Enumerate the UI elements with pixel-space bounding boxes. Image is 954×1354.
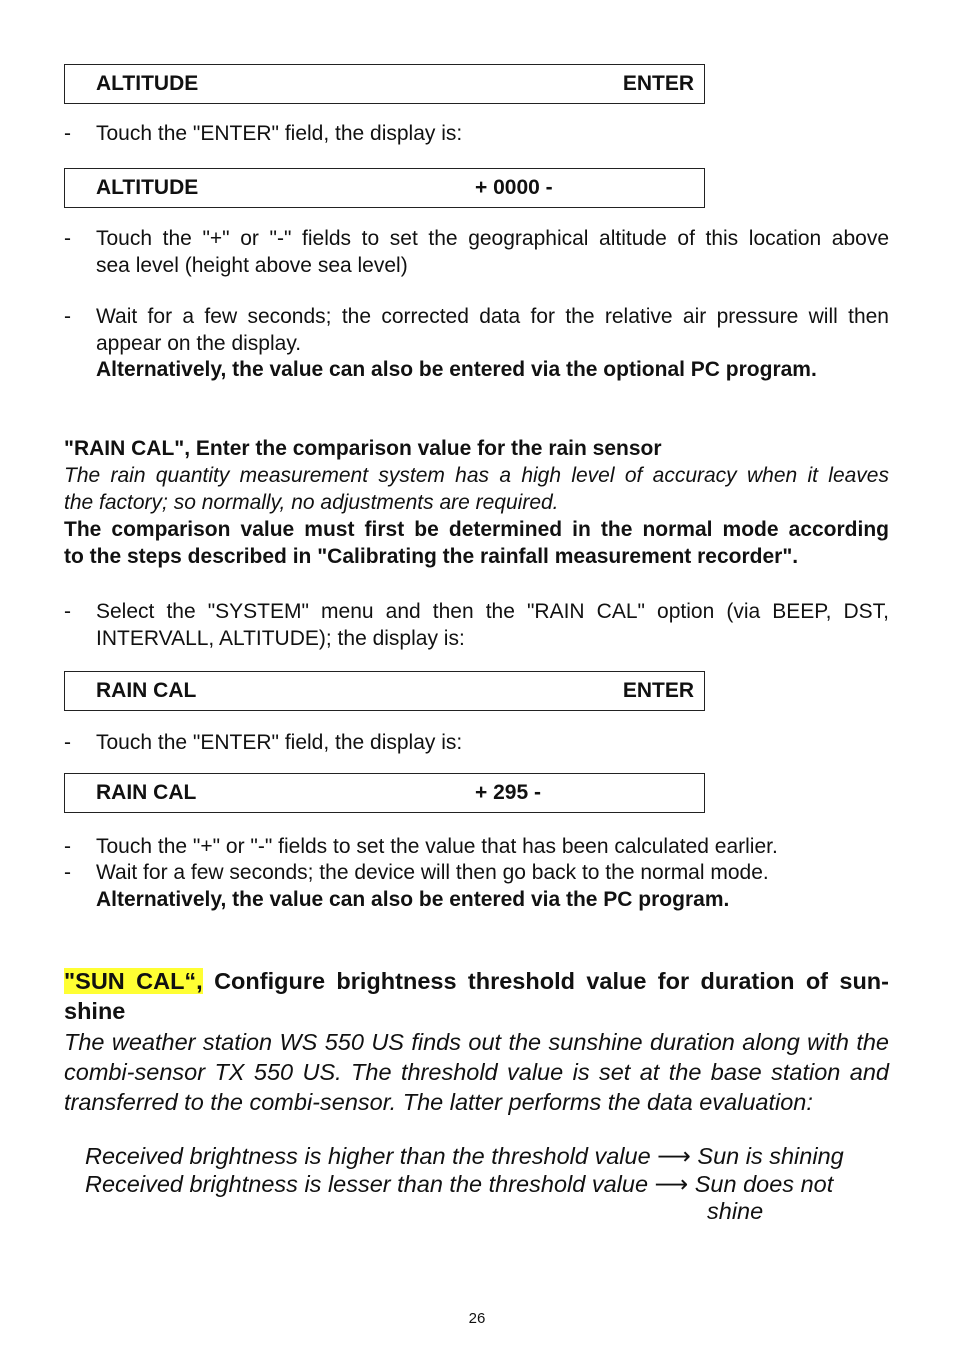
display-label: ALTITUDE bbox=[96, 72, 199, 95]
step-select-system: Select the "SYSTEM" menu and then the "RAIN CAL" option (via BEEP, DST, INTERVALL, ALTITUDE); the display is: bbox=[96, 600, 889, 650]
step-set-value: Touch the "+" or "-" fields to set the value that has been calculated earlier. bbox=[96, 835, 778, 858]
page-number: 26 bbox=[468, 1310, 486, 1327]
note-pc-program: Alternatively, the value can also be entered via the PC program. bbox=[96, 887, 730, 911]
note-pc-program: Alternatively, the value can also be entered via the optional PC program. bbox=[96, 358, 817, 381]
list-bullet: - bbox=[64, 600, 71, 623]
sun-cal-heading: "SUN CAL“, Configure brightness threshold value for duration of sun- shine bbox=[64, 968, 889, 1024]
step-wait-pressure: Wait for a few seconds; the corrected data for the relative air pressure will then appear on the display. Alternatively, the value can also be entered via the optional PC program. bbox=[96, 304, 889, 384]
list-bullet: - bbox=[64, 861, 71, 884]
rain-cal-heading: "RAIN CAL", Enter the comparison value for the rain sensor bbox=[64, 437, 662, 460]
display-box-altitude-value bbox=[64, 168, 705, 208]
display-value: ENTER bbox=[622, 679, 694, 702]
sun-cal-highlight: "SUN CAL“, bbox=[64, 968, 203, 994]
list-bullet: - bbox=[64, 227, 71, 250]
rain-cal-bold-line1: The comparison value must first be determined in the normal mode according bbox=[64, 518, 889, 541]
list-bullet: - bbox=[64, 835, 71, 858]
list-bullet: - bbox=[64, 731, 71, 754]
display-box-altitude-enter bbox=[64, 64, 705, 104]
sun-rule-lesser-cont: shine bbox=[707, 1198, 764, 1224]
sun-cal-intro: The weather station WS 550 US finds out the sunshine duration along with the combi-sensor TX 550 US. The threshold value is set at the base station and transferred to the combi-sensor. The latter performs the data evaluation: bbox=[64, 1029, 889, 1115]
list-bullet: - bbox=[64, 122, 71, 145]
step-touch-enter-rain: Touch the "ENTER" field, the display is: bbox=[96, 731, 463, 754]
display-label: RAIN CAL bbox=[96, 679, 197, 702]
display-box-rain-enter bbox=[64, 671, 705, 711]
display-label: ALTITUDE bbox=[96, 176, 199, 199]
display-label: RAIN CAL bbox=[96, 781, 197, 804]
step-touch-enter: Touch the "ENTER" field, the display is: bbox=[96, 122, 463, 145]
sun-rule-lesser: Received brightness is lesser than the threshold value ⟶ Sun does not bbox=[85, 1171, 834, 1197]
rain-cal-intro-line2: the factory; so normally, no adjustments are required. bbox=[64, 491, 559, 514]
display-value: + 0000 - bbox=[475, 176, 553, 199]
display-value: ENTER bbox=[622, 72, 694, 95]
display-value: + 295 - bbox=[475, 781, 541, 804]
list-bullet: - bbox=[64, 305, 71, 328]
step-set-altitude: Touch the "+" or "-" fields to set the geographical altitude of this location above sea level (height above sea level) bbox=[96, 227, 889, 277]
sun-rule-higher: Received brightness is higher than the threshold value ⟶ Sun is shining bbox=[85, 1143, 844, 1169]
display-box-rain-value bbox=[64, 773, 705, 813]
step-wait-normal: Wait for a few seconds; the device will then go back to the normal mode. Alternatively, the value can also be entered via the PC program. bbox=[96, 860, 889, 913]
rain-cal-bold-line2: to the steps described in "Calibrating the rainfall measurement recorder". bbox=[64, 545, 799, 568]
rain-cal-intro-line1: The rain quantity measurement system has a high level of accuracy when it leaves bbox=[64, 464, 889, 487]
